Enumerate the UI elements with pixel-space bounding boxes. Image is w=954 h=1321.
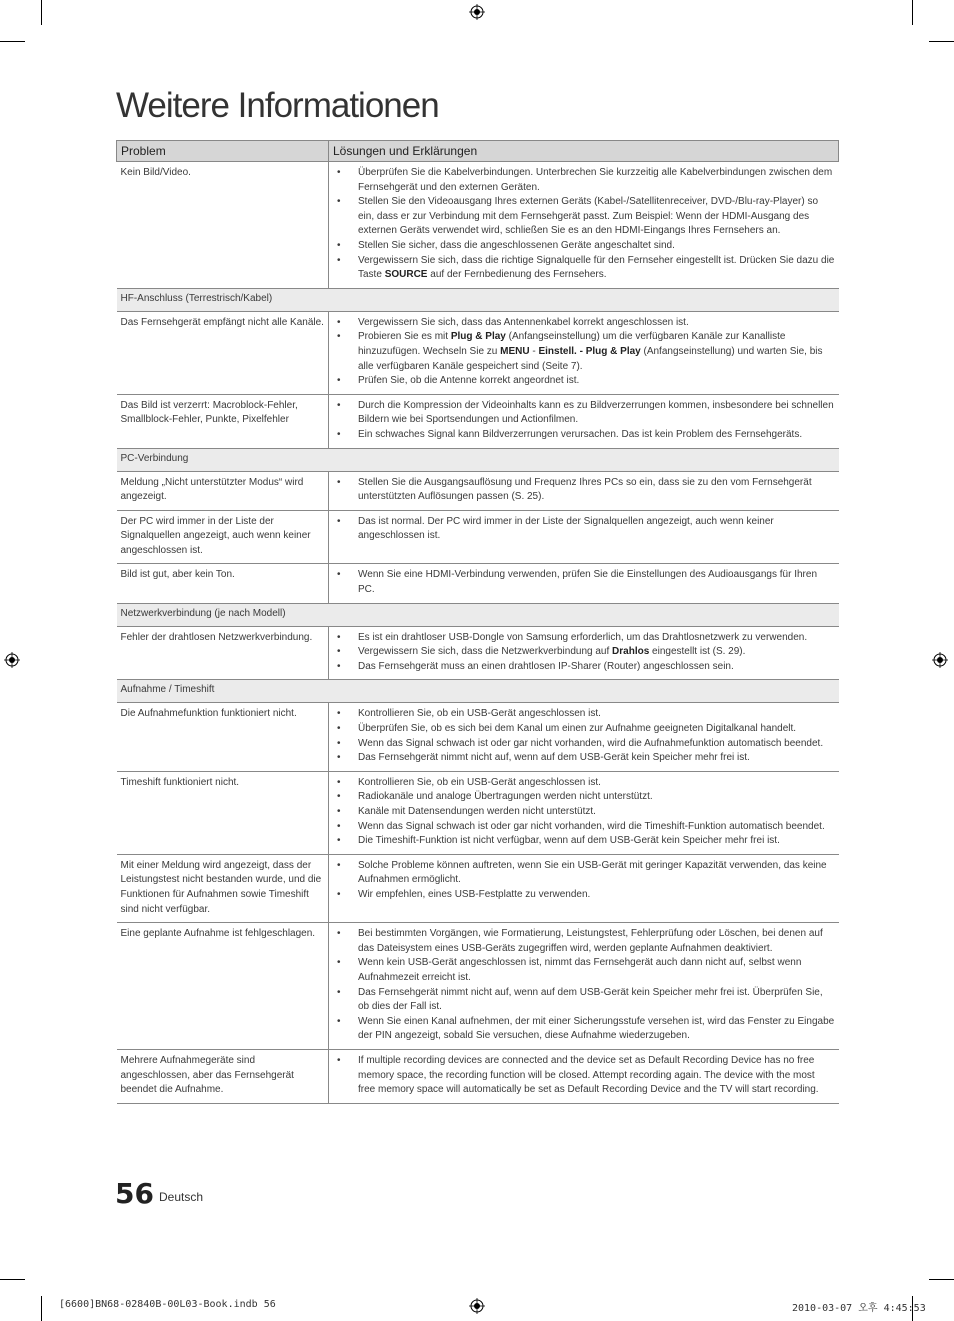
table-row (117, 1049, 839, 1103)
solution-item: • Vergewissern Sie sich, dass die Netzwerkverbindung auf Drahlos eingestellt ist (S. 29). (333, 645, 835, 660)
solution-item: • Wenn das Signal schwach ist oder gar nicht vorhanden, wird die Aufnahmefunktion automatisch beendet. (333, 737, 835, 752)
solution-item: • Das Fernsehgerät nimmt nicht auf, wenn auf dem USB-Gerät kein Speicher mehr frei ist. Überprüfen Sie, ob dies der Fall ist. (333, 986, 835, 1015)
solution-item: • Bei bestimmten Vorgängen, wie Formatierung, Leistungstest, Fehlerprüfung oder Löschen, bei denen auf das Dateisystem eines USB-Geräts zugegriffen wird, werden geplante Aufnahmen deaktiviert. (333, 927, 835, 956)
solutions-list (333, 476, 835, 505)
solutions-cell (329, 703, 839, 771)
section-header-row (117, 680, 839, 703)
crop-mark (912, 0, 913, 25)
solution-item: • Das Fernsehgerät nimmt nicht auf, wenn auf dem USB-Gerät kein Speicher mehr frei ist. (333, 751, 835, 766)
problem-cell: Meldung „Nicht unterstützter Modus“ wird angezeigt. (117, 471, 329, 510)
solutions-list (333, 399, 835, 443)
solutions-list (333, 515, 835, 544)
print-timestamp: 2010-03-07 오후 4:45:53 (792, 1303, 926, 1314)
table-row (117, 311, 839, 394)
problem-cell: Kein Bild/Video. (117, 162, 329, 289)
problem-cell: Das Fernsehgerät empfängt nicht alle Kanäle. (117, 311, 329, 394)
table-row (117, 923, 839, 1050)
page-language: Deutsch (159, 1190, 204, 1204)
problem-cell: Timeshift funktioniert nicht. (117, 771, 329, 854)
crop-mark (41, 1296, 42, 1321)
solution-item: • Stellen Sie die Ausgangsauflösung und Frequenz Ihres PCs so ein, dass sie zu den vom Fernsehgerät unterstützten Auflösungen passen (S. 25). (333, 476, 835, 505)
solution-item: • Kontrollieren Sie, ob ein USB-Gerät angeschlossen ist. (333, 776, 835, 791)
troubleshooting-table (116, 140, 839, 1104)
table-row (117, 626, 839, 680)
solutions-list (333, 1054, 835, 1098)
crosshair-registration-icon (4, 652, 20, 668)
section-title: Aufnahme / Timeshift (117, 680, 839, 703)
print-file-info: [6600]BN68-02840B-00L03-Book.indb 56 (59, 1299, 276, 1310)
solution-item: • Kontrollieren Sie, ob ein USB-Gerät angeschlossen ist. (333, 707, 835, 722)
solution-item: • Solche Probleme können auftreten, wenn Sie ein USB-Gerät mit geringer Kapazität verwenden, das keine Aufnahmen ermöglicht. (333, 859, 835, 888)
solution-item: • Kanäle mit Datensendungen werden nicht unterstützt. (333, 805, 835, 820)
crop-mark (41, 0, 42, 25)
solutions-cell (329, 311, 839, 394)
solutions-cell (329, 394, 839, 448)
solutions-list (333, 859, 835, 903)
crosshair-registration-icon (932, 652, 948, 668)
table-header-row (117, 141, 839, 162)
solution-item: • Vergewissern Sie sich, dass das Antennenkabel korrekt angeschlossen ist. (333, 316, 835, 331)
solutions-list (333, 927, 835, 1044)
solution-item: • Stellen Sie sicher, dass die angeschlossenen Geräte angeschaltet sind. (333, 239, 835, 254)
solution-item: • Ein schwaches Signal kann Bildverzerrungen verursachen. Das ist kein Problem des Fernsehgeräts. (333, 428, 835, 443)
solution-item: • Vergewissern Sie sich, dass die richtige Signalquelle für den Fernseher eingestellt ist. Drücken Sie dazu die Taste SOURCE auf der Fernbedienung des Fernsehers. (333, 254, 835, 283)
solution-item: • Das Fernsehgerät muss an einen drahtlosen IP-Sharer (Router) angeschlossen sein. (333, 660, 835, 675)
solutions-cell (329, 771, 839, 854)
section-title: Netzwerkverbindung (je nach Modell) (117, 603, 839, 626)
crop-mark (0, 1279, 25, 1280)
problem-cell: Mehrere Aufnahmegeräte sind angeschlossen, aber das Fernsehgerät beendet die Aufnahme. (117, 1049, 329, 1103)
solutions-cell (329, 923, 839, 1050)
solution-item: • Wenn Sie eine HDMI-Verbindung verwenden, prüfen Sie die Einstellungen des Audioausgangs für Ihren PC. (333, 568, 835, 597)
solutions-list (333, 316, 835, 389)
solutions-list (333, 631, 835, 675)
solution-item: • Überprüfen Sie, ob es sich bei dem Kanal um einen zur Aufnahme geeigneten Digitalkanal handelt. (333, 722, 835, 737)
problem-cell: Der PC wird immer in der Liste der Signalquellen angezeigt, auch wenn keiner angeschlossen ist. (117, 510, 329, 564)
table-row (117, 564, 839, 603)
solution-item: • Probieren Sie es mit Plug & Play (Anfangseinstellung) um die verfügbaren Kanäle zur Kanalliste hinzuzufügen. Wechseln Sie zu MENU - Einstell. - Plug & Play (Anfangseinstellung) und warten Sie, bis alle verfügbaren Kanäle gespeichert sind (Seite 7). (333, 330, 835, 374)
solutions-cell (329, 564, 839, 603)
crop-mark (929, 41, 954, 42)
table-row (117, 771, 839, 854)
problem-cell: Mit einer Meldung wird angezeigt, dass der Leistungstest nicht bestanden wurde, und die Funktionen für Aufnahmen sowie Timeshift sind nicht verfügbar. (117, 854, 329, 922)
solution-item: • Stellen Sie den Videoausgang Ihres externen Geräts (Kabel-/Satellitenreceiver, DVD-/Blu-ray-Player) so ein, dass er zur Verbindung mit dem Fernsehgerät passt. Zum Beispiel: Wenn der HDMI-Ausgang des externen Geräts verwendet wird, schließen Sie es an den HDMI-Eingangs Ihres Fernsehers an. (333, 195, 835, 239)
section-title: HF-Anschluss (Terrestrisch/Kabel) (117, 288, 839, 311)
crosshair-registration-icon (469, 1298, 485, 1314)
table-row (117, 162, 839, 289)
solution-item: • Überprüfen Sie die Kabelverbindungen. Unterbrechen Sie kurzzeitig alle Kabelverbindungen zwischen dem Fernsehgerät und den externen Geräten. (333, 166, 835, 195)
solution-item: • Die Timeshift-Funktion ist nicht verfügbar, wenn auf dem USB-Gerät kein Speicher mehr frei ist. (333, 834, 835, 849)
solution-item: • Wenn das Signal schwach ist oder gar nicht vorhanden, wird die Timeshift-Funktion automatisch beendet. (333, 820, 835, 835)
solution-item: • Wir empfehlen, eines USB-Festplatte zu verwenden. (333, 888, 835, 903)
solutions-list (333, 568, 835, 597)
problem-cell: Fehler der drahtlosen Netzwerkverbindung. (117, 626, 329, 680)
problem-cell: Die Aufnahmefunktion funktioniert nicht. (117, 703, 329, 771)
table-body (117, 162, 839, 1104)
section-header-row (117, 288, 839, 311)
table-row (117, 854, 839, 922)
table-row (117, 510, 839, 564)
solutions-list (333, 776, 835, 849)
crosshair-registration-icon (469, 4, 485, 20)
crop-mark (0, 41, 25, 42)
section-header-row (117, 448, 839, 471)
section-title: PC-Verbindung (117, 448, 839, 471)
solutions-cell (329, 471, 839, 510)
problem-cell: Eine geplante Aufnahme ist fehlgeschlagen. (117, 923, 329, 1050)
solutions-cell (329, 1049, 839, 1103)
column-header-solutions: Lösungen und Erklärungen (329, 141, 839, 162)
solution-item: • Durch die Kompression der Videoinhalts kann es zu Bildverzerrungen kommen, insbesondere bei schnellen Bildern wie bei Sportsendungen und Actionfilmen. (333, 399, 835, 428)
solutions-cell (329, 626, 839, 680)
solutions-cell (329, 510, 839, 564)
solution-item: • Wenn kein USB-Gerät angeschlossen ist, nimmt das Fernsehgerät auch dann nicht auf, selbst wenn Aufnahmezeit erreicht ist. (333, 956, 835, 985)
solution-item: • Das ist normal. Der PC wird immer in der Liste der Signalquellen angezeigt, auch wenn keiner angeschlossen ist. (333, 515, 835, 544)
problem-cell: Bild ist gut, aber kein Ton. (117, 564, 329, 603)
solution-item: • Es ist ein drahtloser USB-Dongle von Samsung erforderlich, um das Drahtlosnetzwerk zu verwenden. (333, 631, 835, 646)
solution-item: • If multiple recording devices are connected and the device set as Default Recording Device has no free memory space, the recording function will be closed. Attempt recording again. The device with the most free memory space will automatically be set as Default Recording Device and the TV will start recording. (333, 1054, 835, 1098)
problem-cell: Das Bild ist verzerrt: Macroblock-Fehler, Smallblock-Fehler, Punkte, Pixelfehler (117, 394, 329, 448)
section-header-row (117, 603, 839, 626)
solutions-cell (329, 854, 839, 922)
solutions-cell (329, 162, 839, 289)
column-header-problem: Problem (117, 141, 329, 162)
page-title: Weitere Informationen (116, 86, 439, 125)
solutions-list (333, 166, 835, 283)
table-row (117, 471, 839, 510)
table-row (117, 394, 839, 448)
solution-item: • Prüfen Sie, ob die Antenne korrekt angeordnet ist. (333, 374, 835, 389)
solution-item: • Wenn Sie einen Kanal aufnehmen, der mit einer Sicherungsstufe versehen ist, wird das Fenster zu Eingabe der PIN angezeigt, sobald Sie versuchen, diese Aufnahme wiederzugeben. (333, 1015, 835, 1044)
page-number: 56 (115, 1177, 154, 1210)
solutions-list (333, 707, 835, 765)
crop-mark (929, 1279, 954, 1280)
table-row (117, 703, 839, 771)
solution-item: • Radiokanäle und analoge Übertragungen werden nicht unterstützt. (333, 790, 835, 805)
